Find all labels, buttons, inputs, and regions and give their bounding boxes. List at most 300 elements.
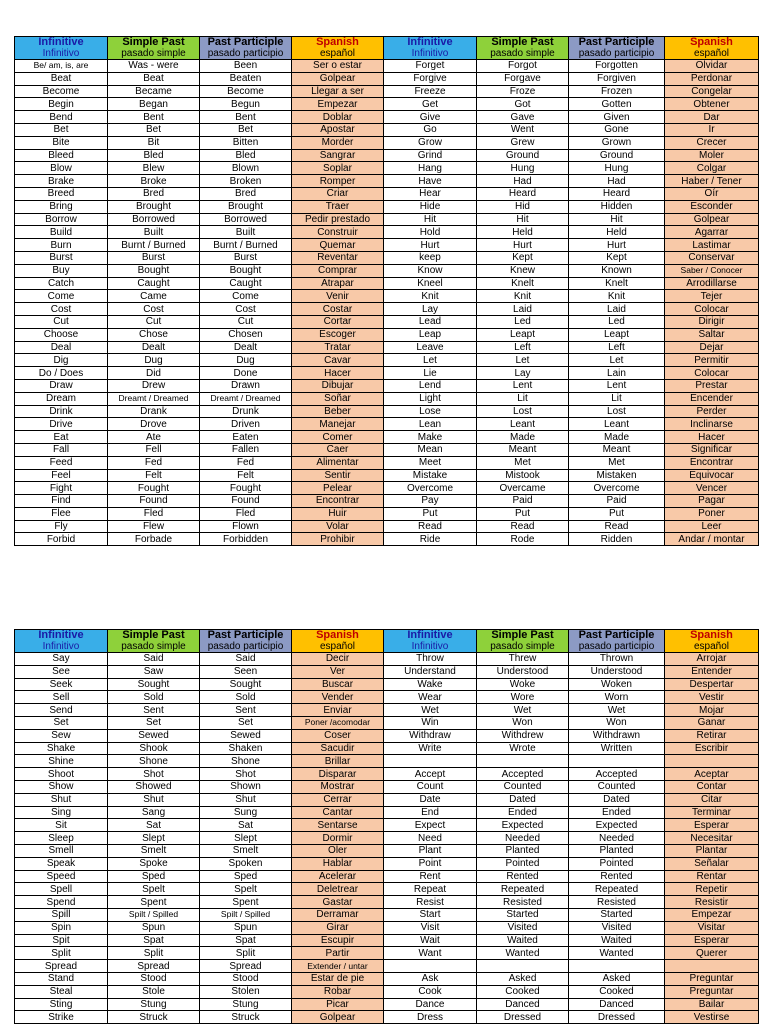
cell-simple-past: Shone	[108, 755, 200, 768]
cell-simple-past: Dated	[477, 793, 569, 806]
cell-infinitive: Have	[384, 175, 477, 188]
cell-simple-past: Expected	[477, 819, 569, 832]
cell-spanish: Empezar	[665, 908, 759, 921]
cell-infinitive: Say	[15, 653, 108, 666]
cell-past-participle: Leant	[569, 418, 665, 431]
cell-spanish: Congelar	[665, 85, 759, 98]
cell-spanish: Conservar	[665, 251, 759, 264]
cell-simple-past: Came	[108, 290, 200, 303]
table-row	[15, 780, 759, 793]
table-row	[15, 251, 759, 264]
table-row	[15, 947, 759, 960]
header-title: Simple Past	[122, 629, 185, 641]
table-row	[15, 729, 759, 742]
cell-spanish: Rentar	[665, 870, 759, 883]
table-row	[15, 819, 759, 832]
cell-past-participle: Led	[569, 315, 665, 328]
cell-infinitive: Lend	[384, 379, 477, 392]
cell-infinitive: Bend	[15, 111, 108, 124]
header-subtitle: pasado simple	[121, 48, 186, 59]
cell-spanish: Sentarse	[292, 819, 384, 832]
cell-spanish: Caer	[292, 443, 384, 456]
cell-spanish: Necesitar	[665, 832, 759, 845]
cell-infinitive: Begin	[15, 98, 108, 111]
cell-infinitive: Bleed	[15, 149, 108, 162]
cell-infinitive: Want	[384, 947, 477, 960]
table-row	[15, 520, 759, 533]
table-row	[15, 482, 759, 495]
cell-spanish: Costar	[292, 303, 384, 316]
cell-past-participle: Counted	[569, 780, 665, 793]
cell-past-participle: Mistaken	[569, 469, 665, 482]
table-row	[15, 704, 759, 717]
cell-past-participle: Spun	[200, 921, 292, 934]
cell-spanish: Tratar	[292, 341, 384, 354]
cell-simple-past: Went	[477, 123, 569, 136]
cell-simple-past: Stung	[108, 998, 200, 1011]
cell-past-participle: Won	[569, 716, 665, 729]
cell-simple-past: Beat	[108, 72, 200, 85]
cell-past-participle: Spat	[200, 934, 292, 947]
cell-past-participle: Read	[569, 520, 665, 533]
cell-spanish: Esconder	[665, 200, 759, 213]
cell-past-participle: Danced	[569, 998, 665, 1011]
table-row	[15, 98, 759, 111]
header-title: Simple Past	[491, 36, 554, 48]
table-row	[15, 213, 759, 226]
table-row	[15, 456, 759, 469]
table-row	[15, 111, 759, 124]
cell-past-participle: Spoken	[200, 857, 292, 870]
cell-infinitive: Hit	[384, 213, 477, 226]
cell-past-participle: Hit	[569, 213, 665, 226]
cell-past-participle: Repeated	[569, 883, 665, 896]
table-row	[15, 175, 759, 188]
cell-past-participle: Lost	[569, 405, 665, 418]
cell-spanish: Retirar	[665, 729, 759, 742]
cell-simple-past: Led	[477, 315, 569, 328]
cell-infinitive: Lay	[384, 303, 477, 316]
cell-infinitive: Spill	[15, 908, 108, 921]
cell-infinitive: Shake	[15, 742, 108, 755]
cell-infinitive: Wait	[384, 934, 477, 947]
cell-spanish: Picar	[292, 998, 384, 1011]
cell-simple-past: Froze	[477, 85, 569, 98]
cell-past-participle: Brought	[200, 200, 292, 213]
cell-past-participle: Wet	[569, 704, 665, 717]
cell-past-participle: Accepted	[569, 768, 665, 781]
cell-past-participle: Paid	[569, 495, 665, 508]
cell-spanish: Quemar	[292, 239, 384, 252]
cell-spanish: Colgar	[665, 162, 759, 175]
cell-spanish: Terminar	[665, 806, 759, 819]
cell-spanish: Golpear	[665, 213, 759, 226]
cell-past-participle: Bent	[200, 111, 292, 124]
cell-infinitive: Overcome	[384, 482, 477, 495]
cell-infinitive: Do / Does	[15, 367, 108, 380]
cell-spanish: Despertar	[665, 678, 759, 691]
cell-spanish: Dormir	[292, 832, 384, 845]
cell-infinitive: Sew	[15, 729, 108, 742]
cell-spanish: Repetir	[665, 883, 759, 896]
cell-spanish: Arrojar	[665, 653, 759, 666]
cell-simple-past: Rented	[477, 870, 569, 883]
cell-spanish: Dibujar	[292, 379, 384, 392]
cell-infinitive: Deal	[15, 341, 108, 354]
cell-spanish	[665, 755, 759, 768]
cell-infinitive: Grow	[384, 136, 477, 149]
cell-spanish: Brillar	[292, 755, 384, 768]
cell-past-participle: Fought	[200, 482, 292, 495]
cell-past-participle: Broken	[200, 175, 292, 188]
table-row	[15, 678, 759, 691]
cell-infinitive: Burst	[15, 251, 108, 264]
cell-spanish: Inclinarse	[665, 418, 759, 431]
cell-infinitive: Bite	[15, 136, 108, 149]
cell-infinitive: Strike	[15, 1011, 108, 1024]
cell-infinitive: Smell	[15, 844, 108, 857]
cell-infinitive: Resist	[384, 896, 477, 909]
cell-spanish: Esperar	[665, 934, 759, 947]
cell-infinitive: Set	[15, 716, 108, 729]
table-row	[15, 290, 759, 303]
table-row	[15, 303, 759, 316]
cell-infinitive: Come	[15, 290, 108, 303]
cell-simple-past: Lent	[477, 379, 569, 392]
cell-simple-past: Sped	[108, 870, 200, 883]
cell-simple-past: Brought	[108, 200, 200, 213]
cell-infinitive: Plant	[384, 844, 477, 857]
cell-past-participle: Planted	[569, 844, 665, 857]
cell-simple-past: Became	[108, 85, 200, 98]
cell-infinitive: Bet	[15, 123, 108, 136]
cell-infinitive: Borrow	[15, 213, 108, 226]
cell-spanish: Hacer	[292, 367, 384, 380]
cell-spanish: Golpear	[292, 72, 384, 85]
cell-simple-past: Met	[477, 456, 569, 469]
cell-simple-past: Lay	[477, 367, 569, 380]
cell-spanish: Olvidar	[665, 60, 759, 73]
cell-spanish: Empezar	[292, 98, 384, 111]
cell-spanish: Derramar	[292, 908, 384, 921]
cell-spanish: Resistir	[665, 896, 759, 909]
cell-past-participle: Blown	[200, 162, 292, 175]
cell-spanish: Sangrar	[292, 149, 384, 162]
header-simple-past	[477, 630, 569, 653]
cell-simple-past: Smelt	[108, 844, 200, 857]
cell-infinitive: Get	[384, 98, 477, 111]
table-row	[15, 149, 759, 162]
cell-spanish: Encender	[665, 392, 759, 405]
cell-infinitive: Let	[384, 354, 477, 367]
cell-infinitive: Build	[15, 226, 108, 239]
table-row	[15, 443, 759, 456]
cell-infinitive: Bring	[15, 200, 108, 213]
cell-simple-past: Caught	[108, 277, 200, 290]
cell-spanish: Golpear	[292, 1011, 384, 1024]
cell-past-participle: Frozen	[569, 85, 665, 98]
table-header-row	[15, 630, 759, 653]
cell-past-participle: Written	[569, 742, 665, 755]
cell-infinitive: Cost	[15, 303, 108, 316]
cell-spanish: Robar	[292, 985, 384, 998]
cell-infinitive: Lead	[384, 315, 477, 328]
cell-simple-past: Wanted	[477, 947, 569, 960]
cell-infinitive: Eat	[15, 431, 108, 444]
cell-infinitive: Forgive	[384, 72, 477, 85]
cell-past-participle: Met	[569, 456, 665, 469]
cell-infinitive: Hurt	[384, 239, 477, 252]
cell-simple-past: Accepted	[477, 768, 569, 781]
cell-past-participle: Eaten	[200, 431, 292, 444]
cell-simple-past: Cut	[108, 315, 200, 328]
cell-simple-past: Fed	[108, 456, 200, 469]
cell-past-participle: Found	[200, 495, 292, 508]
header-title: Infinitive	[407, 629, 453, 641]
cell-spanish: Aceptar	[665, 768, 759, 781]
cell-past-participle: Lit	[569, 392, 665, 405]
header-title: Past Participle	[578, 36, 655, 48]
cell-past-participle: Hung	[569, 162, 665, 175]
cell-simple-past: Planted	[477, 844, 569, 857]
cell-simple-past: Stood	[108, 972, 200, 985]
cell-infinitive: Sell	[15, 691, 108, 704]
cell-simple-past: Hit	[477, 213, 569, 226]
cell-past-participle: Rented	[569, 870, 665, 883]
table-row	[15, 716, 759, 729]
cell-spanish: Comprar	[292, 264, 384, 277]
cell-past-participle: Waited	[569, 934, 665, 947]
cell-infinitive: Read	[384, 520, 477, 533]
cell-simple-past: Knelt	[477, 277, 569, 290]
header-subtitle: Infinitivo	[42, 48, 80, 59]
table-row	[15, 60, 759, 73]
cell-simple-past: Sewed	[108, 729, 200, 742]
cell-simple-past: Cooked	[477, 985, 569, 998]
cell-past-participle: Shown	[200, 780, 292, 793]
cell-past-participle: Felt	[200, 469, 292, 482]
table-row	[15, 934, 759, 947]
cell-past-participle: Bitten	[200, 136, 292, 149]
cell-infinitive: Visit	[384, 921, 477, 934]
cell-infinitive: Lean	[384, 418, 477, 431]
cell-past-participle: Started	[569, 908, 665, 921]
header-subtitle: español	[693, 48, 730, 59]
cell-spanish: Perder	[665, 405, 759, 418]
cell-simple-past: Shook	[108, 742, 200, 755]
cell-infinitive: Dance	[384, 998, 477, 1011]
cell-simple-past: Repeated	[477, 883, 569, 896]
cell-infinitive: Wear	[384, 691, 477, 704]
cell-simple-past: Spread	[108, 960, 200, 973]
cell-simple-past: Left	[477, 341, 569, 354]
cell-spanish: Deletrear	[292, 883, 384, 896]
cell-simple-past: Laid	[477, 303, 569, 316]
cell-infinitive: Expect	[384, 819, 477, 832]
cell-infinitive: Hear	[384, 187, 477, 200]
header-infinitive	[384, 37, 477, 60]
cell-infinitive: Forbid	[15, 533, 108, 546]
cell-infinitive: Be/ am, is, are	[15, 60, 108, 73]
cell-infinitive: Lose	[384, 405, 477, 418]
cell-spanish: Estar de pie	[292, 972, 384, 985]
cell-past-participle: Caught	[200, 277, 292, 290]
cell-simple-past: Waited	[477, 934, 569, 947]
table-row	[15, 392, 759, 405]
cell-infinitive: Spin	[15, 921, 108, 934]
cell-past-participle: Shot	[200, 768, 292, 781]
cell-simple-past: Lost	[477, 405, 569, 418]
cell-past-participle: Fled	[200, 507, 292, 520]
cell-past-participle: Held	[569, 226, 665, 239]
cell-simple-past: Wore	[477, 691, 569, 704]
cell-infinitive: Fight	[15, 482, 108, 495]
cell-simple-past: Sold	[108, 691, 200, 704]
cell-infinitive: Shoot	[15, 768, 108, 781]
cell-past-participle: Struck	[200, 1011, 292, 1024]
cell-infinitive: Shut	[15, 793, 108, 806]
cell-infinitive: Dig	[15, 354, 108, 367]
cell-infinitive: Steal	[15, 985, 108, 998]
cell-past-participle: Shut	[200, 793, 292, 806]
cell-past-participle: Had	[569, 175, 665, 188]
cell-simple-past: Spelt	[108, 883, 200, 896]
header-simple-past	[108, 37, 200, 60]
cell-past-participle: Bet	[200, 123, 292, 136]
cell-past-participle: Meant	[569, 443, 665, 456]
cell-infinitive: Send	[15, 704, 108, 717]
cell-spanish: Poner /acomodar	[292, 716, 384, 729]
cell-past-participle: Leapt	[569, 328, 665, 341]
cell-spanish: Sentir	[292, 469, 384, 482]
cell-spanish: Saber / Conocer	[665, 264, 759, 277]
cell-spanish: Preguntar	[665, 985, 759, 998]
header-title: Spanish	[690, 36, 733, 48]
cell-spanish: Prohibir	[292, 533, 384, 546]
cell-past-participle: Gotten	[569, 98, 665, 111]
cell-spanish: Encontrar	[665, 456, 759, 469]
cell-past-participle: Visited	[569, 921, 665, 934]
cell-spanish: Decir	[292, 653, 384, 666]
cell-spanish: Dar	[665, 111, 759, 124]
header-title: Infinitive	[38, 629, 84, 641]
cell-simple-past: Overcame	[477, 482, 569, 495]
cell-past-participle: Wanted	[569, 947, 665, 960]
cell-simple-past: Leant	[477, 418, 569, 431]
cell-past-participle: Sewed	[200, 729, 292, 742]
cell-simple-past: Counted	[477, 780, 569, 793]
cell-past-participle: Smelt	[200, 844, 292, 857]
cell-simple-past: Dealt	[108, 341, 200, 354]
cell-past-participle: Ended	[569, 806, 665, 819]
cell-past-participle: Spilt / Spilled	[200, 908, 292, 921]
cell-past-participle: Bought	[200, 264, 292, 277]
cell-simple-past: Burst	[108, 251, 200, 264]
cell-past-participle: Laid	[569, 303, 665, 316]
header-title: Infinitive	[38, 36, 84, 48]
table-row	[15, 998, 759, 1011]
cell-infinitive: Find	[15, 495, 108, 508]
header-title: Simple Past	[122, 36, 185, 48]
cell-simple-past: Ate	[108, 431, 200, 444]
cell-spanish: Saltar	[665, 328, 759, 341]
cell-spanish: Haber / Tener	[665, 175, 759, 188]
cell-past-participle: Left	[569, 341, 665, 354]
cell-spanish: Dirigir	[665, 315, 759, 328]
cell-simple-past	[477, 960, 569, 973]
cell-infinitive: Show	[15, 780, 108, 793]
header-spanish	[292, 37, 384, 60]
cell-simple-past: Spun	[108, 921, 200, 934]
cell-past-participle: Cooked	[569, 985, 665, 998]
cell-simple-past: Rode	[477, 533, 569, 546]
table-row	[15, 793, 759, 806]
cell-spanish: Esperar	[665, 819, 759, 832]
table-header-row	[15, 37, 759, 60]
cell-infinitive: Start	[384, 908, 477, 921]
cell-past-participle: Fed	[200, 456, 292, 469]
table-row	[15, 226, 759, 239]
cell-past-participle: Shaken	[200, 742, 292, 755]
cell-spanish	[665, 960, 759, 973]
cell-past-participle: Bred	[200, 187, 292, 200]
cell-spanish: Vender	[292, 691, 384, 704]
cell-simple-past: Sat	[108, 819, 200, 832]
table-row	[15, 418, 759, 431]
cell-past-participle: Spelt	[200, 883, 292, 896]
cell-simple-past: Set	[108, 716, 200, 729]
table-row	[15, 495, 759, 508]
cell-simple-past: Was - were	[108, 60, 200, 73]
table-row	[15, 367, 759, 380]
cell-simple-past: Asked	[477, 972, 569, 985]
cell-past-participle: Stood	[200, 972, 292, 985]
table-row	[15, 162, 759, 175]
table-row	[15, 960, 759, 973]
cell-spanish: Bailar	[665, 998, 759, 1011]
cell-past-participle: Shone	[200, 755, 292, 768]
table-row	[15, 315, 759, 328]
cell-spanish: Gastar	[292, 896, 384, 909]
cell-past-participle: Made	[569, 431, 665, 444]
cell-spanish: Venir	[292, 290, 384, 303]
cell-simple-past: Got	[477, 98, 569, 111]
cell-past-participle: Bled	[200, 149, 292, 162]
cell-infinitive: Need	[384, 832, 477, 845]
table-row	[15, 653, 759, 666]
cell-simple-past: Shot	[108, 768, 200, 781]
cell-simple-past: Wet	[477, 704, 569, 717]
cell-past-participle: Sped	[200, 870, 292, 883]
cell-spanish: Vestirse	[665, 1011, 759, 1024]
cell-past-participle: Hidden	[569, 200, 665, 213]
cell-simple-past: Said	[108, 653, 200, 666]
cell-infinitive: Speed	[15, 870, 108, 883]
cell-infinitive: Make	[384, 431, 477, 444]
table-row	[15, 870, 759, 883]
cell-past-participle: Worn	[569, 691, 665, 704]
header-subtitle: pasado simple	[121, 641, 186, 652]
cell-past-participle: Woken	[569, 678, 665, 691]
cell-past-participle: Dug	[200, 354, 292, 367]
cell-simple-past: Woke	[477, 678, 569, 691]
cell-past-participle: Done	[200, 367, 292, 380]
cell-spanish: Colocar	[665, 303, 759, 316]
cell-spanish: Crecer	[665, 136, 759, 149]
cell-infinitive: Ask	[384, 972, 477, 985]
cell-infinitive: Give	[384, 111, 477, 124]
cell-simple-past: Knew	[477, 264, 569, 277]
